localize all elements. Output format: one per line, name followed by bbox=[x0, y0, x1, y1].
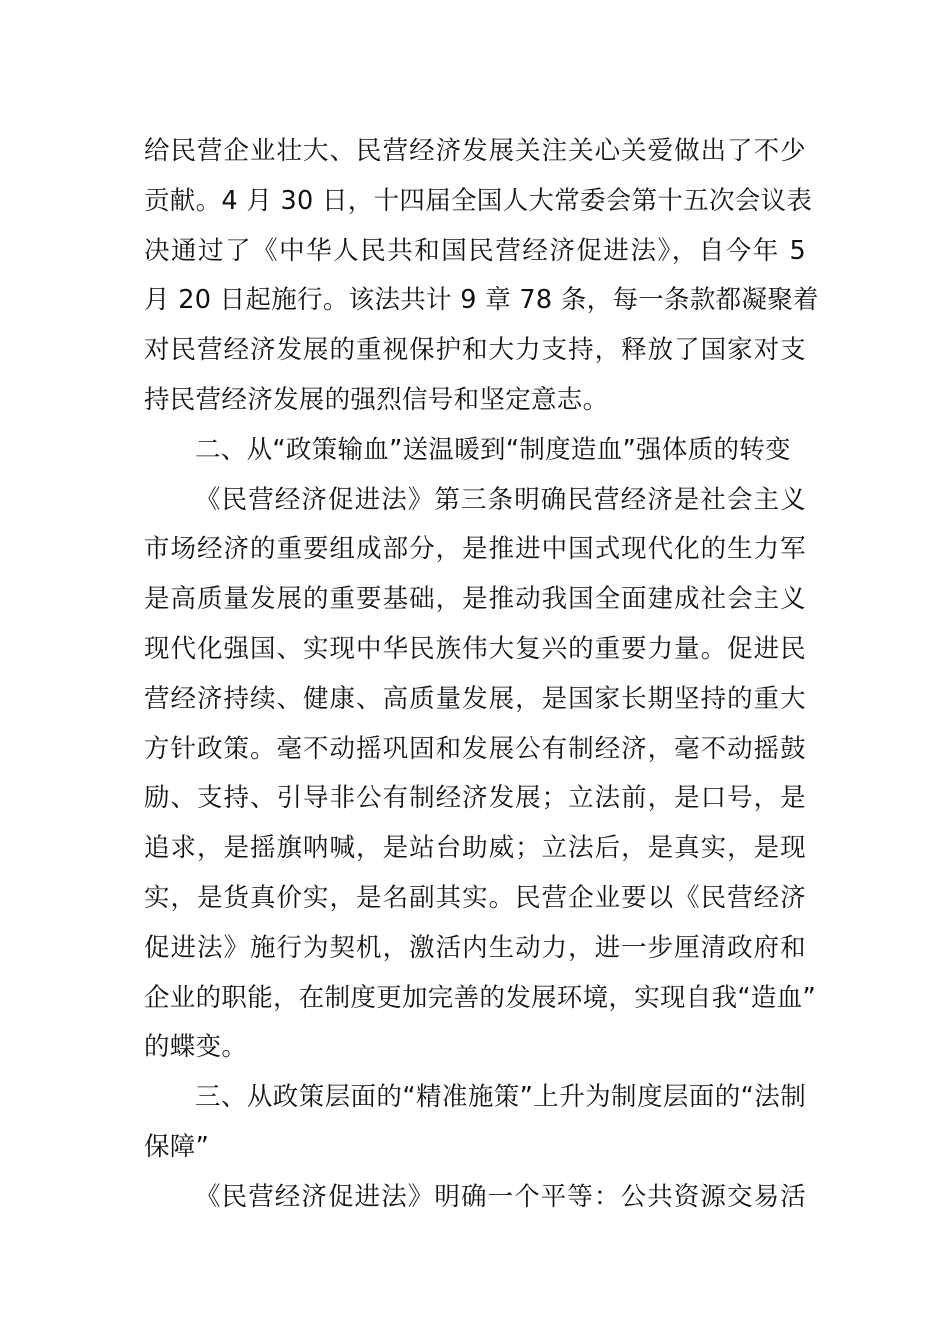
text-line: 营经济持续、健康、高质量发展，是国家长期坚持的重大 bbox=[144, 683, 806, 714]
text-line: 给民营企业壮大、民营经济发展关注关心关爱做出了不少 bbox=[144, 136, 806, 166]
text-line: 的蝶变。 bbox=[144, 1032, 248, 1063]
section-heading-3-continued: 保障” bbox=[144, 1131, 210, 1162]
text-line: 市场经济的重要组成部分，是推进中国式现代化的生力军 bbox=[144, 534, 806, 565]
text-line: 《民营经济促进法》第三条明确民营经济是社会主义 bbox=[195, 484, 806, 515]
text-line: 《民营经济促进法》明确一个平等：公共资源交易活 bbox=[195, 1181, 806, 1212]
body-text bbox=[144, 127, 819, 1223]
text-line: 现代化强国、实现中华民族伟大复兴的重要力量。促进民 bbox=[144, 633, 806, 664]
text-line: 企业的职能，在制度更加完善的发展环境，实现自我“造血” bbox=[144, 982, 817, 1013]
text-line: 追求，是摇旗呐喊，是站台助威；立法后，是真实，是现 bbox=[144, 833, 806, 864]
text-line: 决通过了《中华人民共和国民营经济促进法》，自今年 5 bbox=[144, 235, 806, 266]
section-heading-2: 二、从“政策输血”送温暖到“制度造血”强体质的转变 bbox=[195, 434, 791, 465]
text-line: 实，是货真价实，是名副其实。民营企业要以《民营经济 bbox=[144, 882, 806, 913]
text-line: 对民营经济发展的重视保护和大力支持，释放了国家对支 bbox=[144, 335, 806, 366]
section-heading-3: 三、从政策层面的“精准施策”上升为制度层面的“法制 bbox=[195, 1082, 806, 1113]
text-line: 励、支持、引导非公有制经济发展；立法前，是口号，是 bbox=[144, 783, 806, 814]
text-line: 贡献。4 月 30 日，十四届全国人大常委会第十五次会议表 bbox=[144, 185, 813, 216]
text-line: 月 20 日起施行。该法共计 9 章 78 条，每一条款都凝聚着 bbox=[144, 285, 819, 316]
text-line: 促进法》施行为契机，激活内生动力，进一步厘清政府和 bbox=[144, 932, 806, 963]
text-line: 是高质量发展的重要基础，是推动我国全面建成社会主义 bbox=[144, 584, 806, 615]
text-line: 方针政策。毫不动摇巩固和发展公有制经济，毫不动摇鼓 bbox=[144, 733, 806, 764]
text-line: 持民营经济发展的强烈信号和坚定意志。 bbox=[144, 384, 609, 415]
